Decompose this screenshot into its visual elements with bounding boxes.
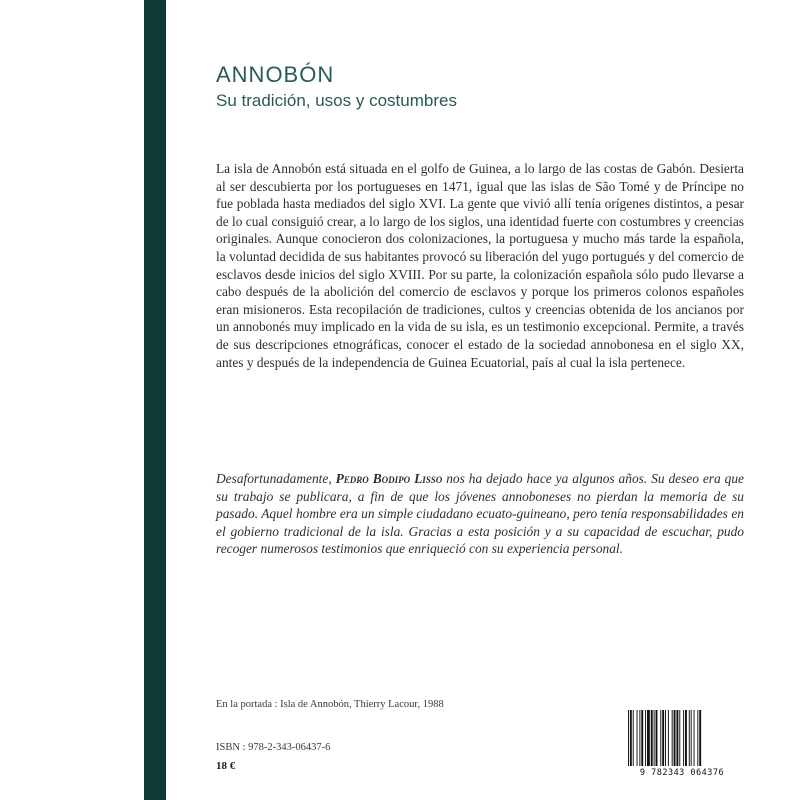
author-intro: Desafortunadamente,: [216, 471, 332, 486]
barcode: [618, 708, 746, 780]
book-description: La isla de Annobón está situada en el golfo de Guinea, a lo largo de las costas de Gabón. Desierta al ser descubierta por los portugueses en 1471, igual que las islas de São Tomé y de Príncipe no fue poblada hasta mediados del siglo XVI. La gente que vivió allí tenía orígenes distintos, a pesar de lo cual consiguió crear, a lo largo de los siglos, una identidad fuerte con costumbres y creencias originales. Aunque conocieron dos colonizaciones, la portuguesa y mucho más tarde la española, la voluntad decidida de sus habitantes provocó su liberación del yugo portugués y del comercio de esclavos desde inicios del siglo XVIII. Por su parte, la colonización española sólo pudo llevarse a cabo después de la abolición del comercio de esclavos y porque los primeros colonos españoles eran misioneros. Esta recopilación de tradiciones, cultos y creencias obtenida de los ancianos por un annobonés muy implicado en la vida de su isla, es un testimonio excepcional. Permite, a través de sus descripciones etnográficas, conocer el estado de la sociedad annobonesa en el siglo XX, antes y después de la independencia de Guinea Ecuatorial, país al cual la isla pertenece.: [216, 161, 744, 370]
book-spine: [144, 0, 166, 800]
barcode-bars: [626, 710, 738, 768]
price: 18 €: [216, 760, 236, 772]
back-cover: [166, 0, 800, 800]
cover-image-caption: En la portada : Isla de Annobón, Thierry Lacour, 1988: [216, 699, 444, 710]
barcode-number: 9 782343 064376: [639, 768, 725, 778]
book-subtitle: Su tradición, usos y costumbres: [216, 91, 457, 110]
isbn: ISBN : 978-2-343-06437-6: [216, 742, 331, 753]
book-title: ANNOBÓN: [216, 62, 335, 87]
author-paragraph: [216, 470, 744, 558]
author-name: Pedro Bodipo Lisso: [335, 471, 443, 486]
author-text: nos ha dejado hace ya algunos años. Su deseo era que su trabajo se publicara, a fin de que los jóvenes annoboneses no pierdan la memoria de su pasado. Aquel hombre era un simple ciudadano ecuato-guineano, pero tenía responsabilidades en el gobierno tradicional de la isla. Gracias a esta posición y a su capacidad de escuchar, pudo recoger numerosos testimonios que enriqueció con su experiencia personal.: [216, 471, 744, 557]
